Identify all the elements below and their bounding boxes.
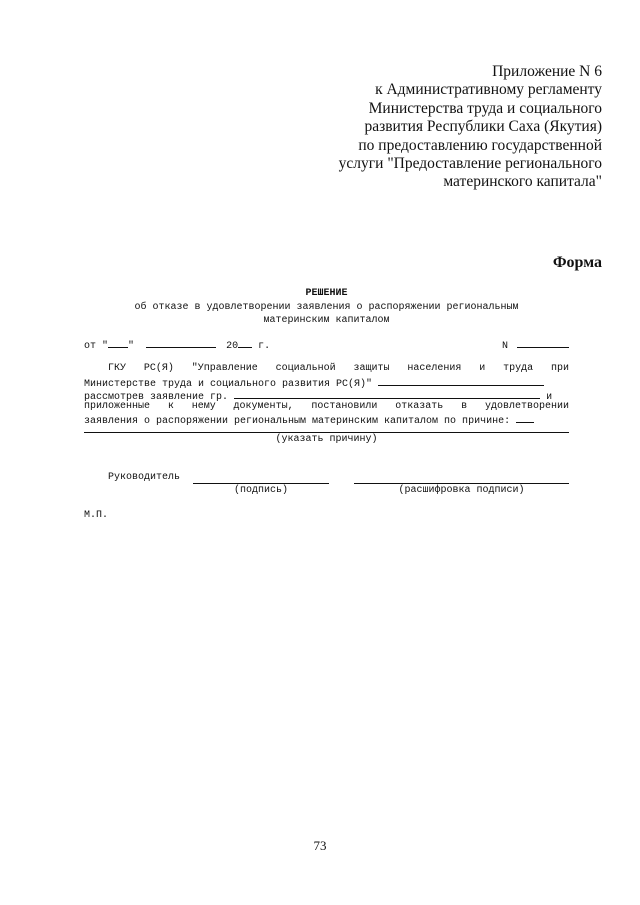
body-text: Министерстве труда и социального развития РС(Я)" bbox=[84, 379, 373, 390]
body-line bbox=[84, 376, 544, 390]
decision-subtitle-line: материнским капиталом bbox=[263, 315, 390, 326]
number-line bbox=[502, 338, 569, 352]
reason-line[interactable] bbox=[84, 432, 569, 433]
year-prefix: 20 bbox=[226, 341, 239, 352]
body-line: ГКУ РС(Я) "Управление социальной защиты населения и труда при bbox=[108, 363, 569, 374]
date-line bbox=[84, 338, 270, 352]
date-quote: " bbox=[128, 341, 135, 352]
year-suffix: г. bbox=[258, 341, 271, 352]
decision-subtitle-line: об отказе в удовлетворении заявления о распоряжении региональным bbox=[134, 301, 519, 313]
appendix-line: развития Республики Саха (Якутия) bbox=[364, 118, 602, 136]
appendix-line: к Административному регламенту bbox=[375, 81, 602, 99]
year-blank[interactable] bbox=[238, 338, 252, 348]
appendix-line: услуги "Предоставление регионального bbox=[338, 155, 602, 173]
stamp-label: М.П. bbox=[84, 510, 109, 521]
decision-heading bbox=[84, 287, 569, 328]
reason-hint: (указать причину) bbox=[275, 434, 378, 445]
body-line: приложенные к нему документы, постановили отказать в удовлетворении bbox=[84, 401, 569, 412]
signature-hint: (подпись) bbox=[233, 485, 288, 496]
decision-title: РЕШЕНИЕ bbox=[305, 288, 348, 299]
date-prefix: от " bbox=[84, 341, 109, 352]
appendix-header bbox=[282, 63, 602, 192]
organization-blank[interactable] bbox=[378, 376, 544, 386]
body-line bbox=[84, 413, 534, 427]
form-label: Форма bbox=[552, 254, 602, 271]
month-blank[interactable] bbox=[146, 338, 216, 348]
signature-line[interactable] bbox=[193, 483, 329, 484]
number-label: N bbox=[502, 341, 509, 352]
head-label: Руководитель bbox=[108, 472, 181, 483]
day-blank[interactable] bbox=[108, 338, 128, 348]
appendix-line: Приложение N 6 bbox=[492, 63, 602, 80]
body-text: и bbox=[546, 392, 553, 403]
page-number: 73 bbox=[313, 838, 327, 853]
decoding-line[interactable] bbox=[354, 483, 569, 484]
decoding-hint: (расшифровка подписи) bbox=[398, 485, 525, 496]
body-text: заявления о распоряжении региональным материнским капиталом по причине: bbox=[84, 416, 511, 427]
appendix-line: по предоставлению государственной bbox=[358, 136, 602, 154]
appendix-line: материнского капитала" bbox=[443, 173, 602, 191]
number-blank[interactable] bbox=[517, 338, 569, 348]
applicant-name-blank[interactable] bbox=[234, 389, 540, 399]
appendix-line: Министерства труда и социального bbox=[368, 99, 602, 117]
body-text: рассмотрев заявление гр. bbox=[84, 392, 229, 403]
reason-start-blank[interactable] bbox=[516, 413, 534, 423]
